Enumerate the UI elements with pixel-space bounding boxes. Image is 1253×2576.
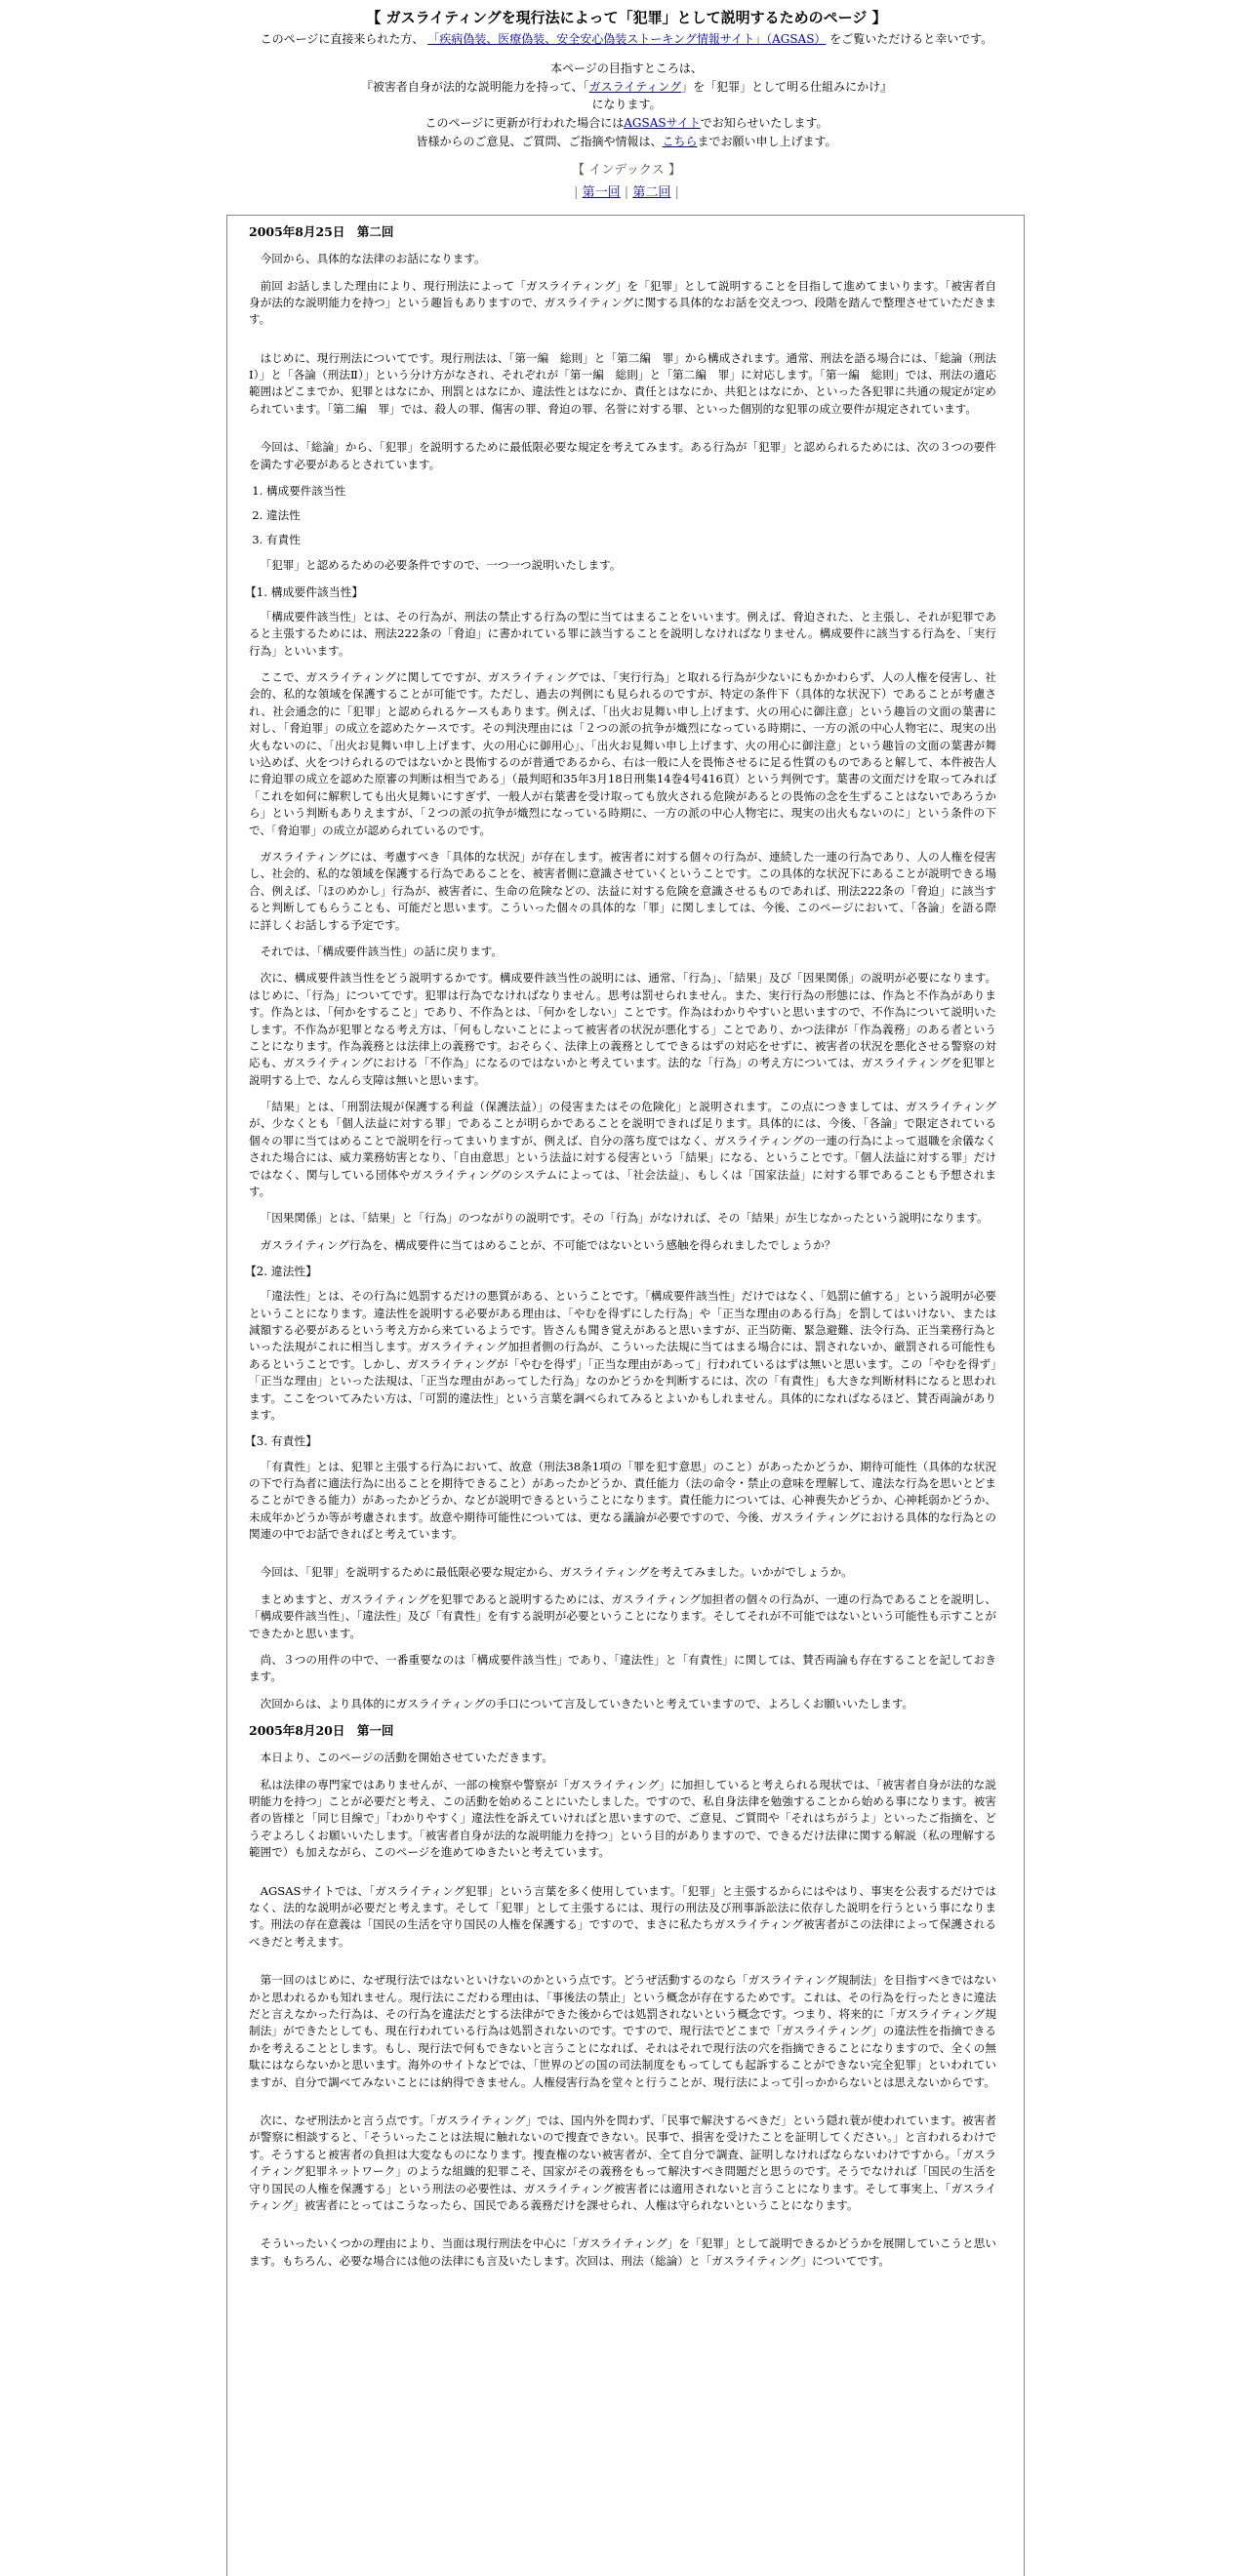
index-links: | 第一回 | 第二回 | [574,184,679,200]
purpose-text: 『被害者自身が法的な説明能力を持って、「 [360,79,589,94]
paragraph: それでは、「構成要件該当性」の話に戻ります。 [260,944,503,958]
paragraph: 尚、３つの用件の中で、一番重要なのは「構成要件該当性」であり、「違法性」と「有責性」に関しては、賛否両論も存在することを記しておきます。 [249,1653,996,1684]
article-date-2: 2005年8月25日 第二回 [249,224,394,239]
paragraph: 今回から、具体的な法律のお話になります。 [260,252,486,266]
page-header [0,8,1253,203]
purpose-line-4 [0,114,1253,133]
paragraph: 前回 お話しました理由により、現行刑法によって「ガスライティング」を「犯罪」として説明することを目指して進めてまいります。「被害者自身が法的な説明能力を持つ」という趣旨もありますので、ガスライティングに関する具体的なお話を交えつつ、段階を踏んで整理させていただきます。 [249,278,996,327]
paragraph: 第一回のはじめに、なぜ現行法ではないといけないのかという点です。どうぜ活動するのなら「ガスライティング規制法」を目指すべきではないかと思われるかも知れません。現行法にこだわる理由は、「事後法の禁止」という概念が存在するためです。これは、その行為を行ったときに違法だと言えなかった行為は、その行為を違法だとする法律ができた後からでは処罰されないという概念です。つまり、将来的に「ガスライティング規制法」ができたとしても、現在行われている行為は処罰されないのです。ですので、現行法でどこまで「ガスライティング」の違法性を指摘できるかを考えることとします。もし、現行法で何もできないと言うことになれば、それはそれで現行法の穴を指摘できることになりますので、全くの無駄にはならないかと思います。海外のサイトなどでは、「世界のどの国の司法制度をもってしても起訴することができない完全犯罪」といわれていますが、自分で調べてみないことには納得できません。人権侵害行為を堂々と行うことが、現行法によって引っかからないとは思えないからです。 [249,1973,996,2089]
paragraph: 「因果関係」とは、「結果」と「行為」のつながりの説明です。その「行為」がなければ、その「結果」が生じなかったという説明になります。 [260,1211,989,1226]
purpose-line-2 [0,78,1253,97]
content-box [226,215,1025,2576]
paragraph: 「構成要件該当性」とは、その行為が、刑法の禁止する行為の型に当てはまることをいいます。例えば、脅迫された、と主張し、それが犯罪であると主張するためには、刑法222条の「脅迫」に書かれている罪に該当することを説明しなければなりません。構成要件に該当する行為を、「実行行為」といいます。 [249,609,996,658]
page-title: 【 ガスライティングを現行法によって「犯罪」として説明するためのページ 】 [366,9,887,26]
paragraph: まとめますと、ガスライティングを犯罪であると説明するためには、ガスライティング加担者の個々の行為が、一連の行為であることを説明し、「構成要件該当性」、「違法性」及び「有責性」を有する説明が必要ということになります。そしてそれが不可能ではないという可能性も示すことができたかと思います。 [249,1591,996,1640]
direct-visit-post: をご覧いただけると幸いです。 [829,31,993,46]
paragraph: 次に、構成要件該当性をどう説明するかです。構成要件該当性の説明には、通常、「行為」、「結果」及び「因果関係」の説明が必要になります。はじめに、「行為」についてです。犯罪は行為でなければなりません。思考は罰せられません。また、実行行為の形態には、作為と不作為があります。作為とは、「何かをすること」であり、不作為とは、「何かをしない」ことです。作為はわかりやすいと思いますので、不作為について説明いたします。不作為が犯罪となる考え方は、「何もしないことによって被害者の状況が悪化する」ことであり、かつ法律が「作為義務」のある者ということになります。作為義務とは法律上の義務です。おそらく、法律上の義務としてできるはずの対応をせずに、被害者の状況を悪化させる警察の対応も、ガスライティングにおける「不作為」になるのではないかと考えています。法的な「行為」の考え方については、ガスライティングを犯罪と説明する上で、なんら支障は無いと思います。 [249,971,996,1087]
section-heading: 【2. 違法性】 [245,1265,317,1279]
agsas-site-link-2[interactable]: AGSASサイト [624,115,701,130]
paragraph: 本日より、このページの活動を開始させていただきます。 [260,1751,553,1765]
crime-requirements-list [249,483,996,547]
purpose-text: 」を「犯罪」として明る仕組みにかけ』 [681,79,893,94]
purpose-line-5 [0,133,1253,151]
purpose-line-3: になります。 [591,98,662,112]
paragraph: 今回は、「総論」から、「犯罪」を説明するために最低限必要な規定を考えてみます。ある行為が「犯罪」と認められるためには、次の３つの要件を満たす必要があるとされています。 [249,440,996,471]
gaslighting-link[interactable]: ガスライティング [588,79,682,94]
paragraph: 私は法律の専門家ではありませんが、一部の検察や警察が「ガスライティング」に加担していると考えられる現状では、「被害者自身が法的な説明能力を持つ」ことが必要だと考え、この活動を始めることにいたしました。ですので、私自身法律を勉強することから始める事になります。被害者の皆様と「同じ目線で」「わかりやすく」違法性を訴えていければと思いますので、ご意見、ご質問や「それはちがうよ」といったご指摘を、どうぞよろしくお願いいたします。「被害者自身が法的な説明能力を持つ」という目的がありますので、できるだけ法律に関する解説（私の理解する範囲で）も加えながら、このページを進めてゆきたいと考えています。 [249,1777,996,1860]
section-heading: 【1. 構成要件該当性】 [245,584,364,599]
list-item: 2. 違法性 [266,507,996,524]
purpose-text: でお知らせいたします。 [700,115,829,130]
paragraph: ガスライティングには、考慮すべき「具体的な状況」が存在します。被害者に対する個々の行為が、連続した一連の行為であり、人の人権を侵害し、社会的、私的な領域を保護する行為であることを、被害者側に意識させていくということです。この具体的な状況下にあることが説明できる場合、例えば、「ほのめかし」行為が、被害者に、生命の危険などの、法益に対する危険を意識させるものであれば、刑法222条の「脅迫」に該当すると判断してもらうことも、可能だと思います。こういった個々の具体的な「罪」に関しましては、今後、このページにおいて、「各論」を語る際に詳しくお話しする予定です。 [249,849,996,932]
index-link-first[interactable]: 第一回 [582,184,621,200]
paragraph: 今回は、「犯罪」を説明するために最低限必要な規定から、ガスライティングを考えてみました。いかがでしょうか。 [260,1565,853,1580]
page-purpose [0,60,1253,150]
direct-visit-note [0,31,1253,48]
index-heading: 【 インデックス 】 [572,163,681,179]
paragraph: 「結果」とは、「刑罰法規が保護する利益（保護法益）」の侵害またはその危険化」と説明されます。この点につきましては、ガスライティングが、少なくとも「個人法益に対する罪」であることが明らかであることを説明できれば足ります。具体的には、今後、「各論」で限定されている個々の罪に当てはめることで説明を行ってまいりますが、例えば、自分の落ち度ではなく、ガスライティングの一連の行為によって退職を余儀なくされた場合には、威力業務妨害となり、「自由意思」という法益に対する侵害という「結果」になる、ということです。「個人法益に対する罪」だけではなく、関与している団体やガスライティングのシステムによっては、「社会法益」、もしくは「国家法益」に対する罪であることも予想されます。 [249,1100,996,1199]
index-link-second[interactable]: 第二回 [632,184,671,200]
purpose-line-1: 本ページの目指すところは、 [550,61,703,76]
paragraph: 「犯罪」と認めるための必要条件ですので、一つ一つ説明いたします。 [260,558,622,573]
paragraph: AGSASサイトでは、「ガスライティング犯罪」という言葉を多く使用しています。「犯罪」と主張するからにはやはり、事実を公表するだけではなく、法的な説明が必要だと考えます。そして「犯罪」として主張するには、現行の刑法及び刑事訴訟法に依存した説明を行うという事になります。刑法の存在意義は「国民の生活を守り国民の人権を保護する」ですので、まさに私たちガスライティング被害者がこの法律によって保護されるべきだと考えます。 [249,1883,996,1949]
contact-link[interactable]: こちら [662,134,698,148]
paragraph: ここで、ガスライティングに関してですが、ガスライティングでは、「実行行為」と取れる行為が少ないにもかかわらず、人の人権を侵害し、社会的、私的な領域を保護することが可能です。ただし、過去の判例にも見られるのですが、特定の条件下（具体的な状況下）であることが考慮され、社会通念的に「犯罪」と認められるケースもあります。例えば、「出火お見舞い申し上げます、火の用心に御注意」という趣旨の文面の葉書に対し、「脅迫罪」の成立を認めたケースです。その判決理由には「２つの派の抗争が熾烈になっている時期に、一方の派の中心人物宅に、現実の出火もないのに、「出火お見舞い申し上げます、火の用心に御用心」、「出火お見舞い申し上げます、火の用心に御注意」という趣旨の文面の葉書が舞い込めば、火をつけられるのではないかと畏怖するのが普通であるから、右は一般に人を畏怖させるに足る性質のものであると解して、本件被告人に脅迫罪の成立を認めた原審の判断は相当である」（最判昭和35年3月18日刑集14巻4号416頁）という判例です。葉書の文面だけを取ってみれば「これを如何に解釈しても出火見舞いにすぎず、一般人が右葉書を受け取っても放火される危険があるとの畏怖の念を生ずることはないであろうから」という判断もありえますが、「２つの派の抗争が熾烈になっている時期に、一方の派の中心人物宅に、現実の出火もないのに」という条件の下で、「脅迫罪」の成立が認められているのです。 [249,670,996,837]
paragraph: そういったいくつかの理由により、当面は現行刑法を中心に「ガスライティング」を「犯罪」として説明できるかどうかを展開していこうと思います。もちろん、必要な場合には他の法律にも言及いたします。次回は、刑法（総論）と「ガスライティング」についてです。 [249,2236,996,2268]
agsas-site-link[interactable]: 「疾病偽装、医療偽装、安全安心偽装ストーキング情報サイト」（AGSAS） [427,31,827,46]
paragraph: はじめに、現行刑法についてです。現行刑法は、「第一編 総則」と「第二編 罪」から構成されます。通常、刑法を語る場合には、「総論（刑法Ⅰ）」と「各論（刑法Ⅱ）」という分け方がなされ、それぞれが「第一編 総則」と「第二編 罪」に対応します。「第一編 総則」では、刑法の適応範囲はどこまでか、犯罪とはなにか、刑罰とはなにか、違法性とはなにか、責任とはなにか、共犯とはなにか、といった各犯罪に共通の規定が定められています。「第二編 罪」では、殺人の罪、傷害の罪、脅迫の罪、名誉に対する罪、といった個別的な犯罪の成立要件が規定されています。 [249,350,996,416]
paragraph: 「違法性」とは、その行為に処罰するだけの悪質がある、ということです。「構成要件該当性」だけではなく、「処罰に値する」という説明が必要ということになります。違法性を説明する必要がある理由は、「やむを得ずにした行為」や「正当な理由のある行為」を罰してはいけない、または減額する必要があるという考え方から来ているようです。皆さんも聞き覚えがあると思いますが、正当防衛、緊急避難、法令行為、正当業務行為といった法規がこれに相当します。ガスライティング加担者側の行為が、こういった法規に当てはまる場合には、罰されないか、厳罰される可能性もあるということです。しかし、ガスライティングが「やむを得ず」「正当な理由があって」行われているはずは無いと思います。この「やむを得ず」「正当な理由」といった法規は、「正当な理由があってした行為」なのかどうかを判断するには、次の「有責性」も大きな判断材料になると思われます。ここをついてみたい方は、「可罰的違法性」という言葉を調べられてみるとよいかもしれません。具体的になればなるほど、賛否両論があります。 [249,1289,996,1423]
list-item: 3. 有責性 [266,532,996,548]
purpose-text: 皆様からのご意見、ご質問、ご指摘や情報は、 [416,134,663,148]
paragraph: 次回からは、より具体的にガスライティングの手口について言及していきたいと考えていますので、よろしくお願いいたします。 [260,1696,914,1711]
paragraph: ガスライティング行為を、構成要件に当てはめることが、不可能ではないという感触を得られましたでしょうか？ [260,1237,836,1252]
section-heading: 【3. 有責性】 [245,1434,317,1449]
purpose-text: までお願い申し上げます。 [697,134,837,148]
paragraph: 次に、なぜ刑法かと言う点です。「ガスライティング」では、国内外を問わず、「民事で解決するべきだ」という隠れ蓑が使われています。被害者が警察に相談すると、「そういったことは法規に触れないので捜査できない。民事で、損害を受けたことを証明してください。」と言われるわけです。そうすると被害者の負担は大変なものになります。捜査権のない被害者が、全て自分で調査、証明しなければならないわけですから。「ガスライティング犯罪ネットワーク」のような組織的犯罪こそ、国家がその義務をもって解決すべき問題だと思うのです。そうでなければ「国民の生活を守り国民の人権を保護する」という刑法の必要性は、ガスライティング被害者には適用されないと言うことになります。そして事実上、「ガスライティング」被害者にとってはこうなったら、国民である義務だけを課せられ、人権は守られないということになります。 [249,2113,996,2212]
direct-visit-pre: このページに直接来られた方、 [260,31,424,46]
list-item: 1. 構成要件該当性 [266,483,996,500]
paragraph: 「有責性」とは、犯罪と主張する行為において、故意（刑法38条1項の「罪を犯す意思」のこと）があったかどうか、期待可能性（具体的な状況の下で行為者に適法行為に出ることを期待できること）があったかどうか、責任能力（法の命令・禁止の意味を理解して、違法な行為を思いとどまることができる能力）があったかどうか、などが説明できるということになります。責任能力については、心神喪失かどうか、心神耗弱かどうか、未成年かどうか等が考慮されます。故意や期待可能性については、更なる議論が必要ですので、今後、ガスライティングにおける具体的な行為との関連の中でお話できればと考えています。 [249,1459,996,1542]
purpose-text: このページに更新が行われた場合には [424,115,625,130]
article-date-1: 2005年8月20日 第一回 [249,1723,394,1739]
